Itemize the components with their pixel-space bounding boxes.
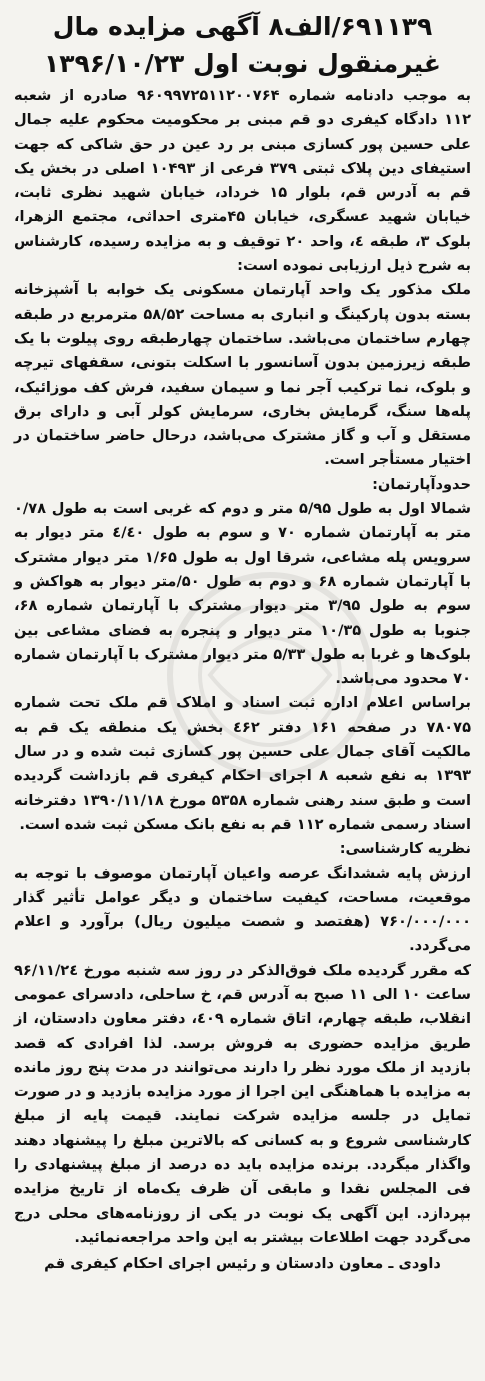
expert-opinion-paragraph: ارزش پایه ششدانگ عرصه واعیان آپارتمان موصوف با توجه به موقعیت، مساحت، کیفیت ساختمان و دیگر عوامل تأثیر گذار ۷۶۰/۰۰۰/۰۰۰ (هفتصد و شصت میلیون ریال) برآورد و اعلام می‌گردد. <box>14 864 471 955</box>
boundaries-paragraph: شمالا اول به طول ۵/۹۵ متر و دوم که غربی است به طول ۰/۷۸ متر به آپارتمان شماره ۷۰ و سوم به طول ٤/٤۰ متر دیوار به سرویس پله مشاعی، شرقا اول به طول ۱/۶۵ متر دیوار مشترک با آپارتمان شماره ۶۸ و دوم به طول ۵۰/متر دیوار به هواکش و سوم به طول ۳/۹۵ متر دیوار مشترک با آپارتمان شماره ۶۸، جنوبا به طول ۱۰/۳۵ متر دیوار و پنجره به فضای مشاعی بین بلوک‌ها و غربا به طول ۵/۳۳ متر دیوار مشترک با آپارتمان شماره ۷۰ محدود می‌باشد. <box>14 500 471 688</box>
notice-title-line-2: غیرمنقول نوبت اول ۱۳۹۶/۱۰/۲۳ <box>43 49 442 78</box>
boundaries-heading: حدودآپارتمان: <box>372 475 471 493</box>
property-description-paragraph: ملک مذکور یک واحد آپارتمان مسکونی یک خوابه با آشپزخانه بسته بدون پارکینگ و انباری به مساحت ۵۸/۵۲ مترمربع در طبقه چهارم ساختمان می‌باشد. ساختمان چهارطبقه روی پیلوت با یک طبقه زیرزمین بدون آسانسور با اسکلت بتونی، سقفهای تیرچه و بلوک، نما ترکیب آجر نما و سیمان سفید، فرش کف موزائیک، پله‌ها سنگ، گرمایش بخاری، سرمایش کولر آبی و دارای برق مستقل و آب و گاز مشترک می‌باشد، درحال حاضر ساختمان در اختیار مستأجر است. <box>14 281 472 469</box>
registry-paragraph: براساس اعلام اداره ثبت اسناد و املاک قم ملک تحت شماره ۷۸۰۷۵ در صفحه ۱۶۱ دفتر ٤۶۲ بخش یک منطقه یک قم به مالکیت آقای جمال علی حسین پور کسازی ثبت شده و در سال ۱۳۹۳ به نفع شعبه ۸ اجرای احکام کیفری قم بازداشت گردیده است و طبق سند رهنی شماره ۵۳۵۸ مورخ ۱۳۹۰/۱۱/۱۸ دفترخانه اسناد رسمی شماره ۱۱۲ قم به نفع بانک مسکن ثبت شده است. <box>14 694 471 833</box>
signature-line: داودی ـ معاون دادستان و رئیس اجرای احکام کیفری قم <box>44 1255 441 1273</box>
notice-title-line-1: ۶۹۱۱۳۹/الف۸ آگهی مزایده مال <box>52 12 433 41</box>
intro-paragraph: به موجب دادنامه شماره ۹۶۰۹۹۷۲۵۱۱۲۰۰۷۶۴ صادره از شعبه ۱۱۲ دادگاه کیفری دو قم مبنی بر محکومیت محکوم علیه جمال علی حسین پور کسازی مبنی بر رد عین در حق شاکی که جهت استیفای دین پلاک ثبتی ۳۷۹ فرعی از ۱۰۴۹۳ اصلی در بخش یک قم به آدرس قم، بلوار ۱۵ خرداد، خیابان شهید نظری ثابت، خیابان شهید عسگری، خیابان ۴۵متری احداثی، مجتمع الزهرا، بلوک ۳، طبقه ٤، واحد ۲۰ توقیف و به مزایده رسیده، کارشناس به شرح ذیل ارزیابی نموده است: <box>14 87 471 275</box>
auction-details-paragraph: که مقرر گردیده ملک فوق‌الذکر در روز سه شنبه مورخ ۹۶/۱۱/۲٤ ساعت ۱۰ الی ۱۱ صبح به آدرس قم، خ ساحلی، دادسرای عمومی انقلاب، طبقه چهارم، اتاق شماره ٤۰۹، دفتر معاون دادستان، از طریق مزایده حضوری به فروش برسد. لذا افرادی که قصد بازدید از ملک مورد نظر را دارند می‌توانند در مدت پنج روز مانده به مزایده با هماهنگی این اجرا از مورد مزایده بازدید و در صورت تمایل در جلسه مزایده شرکت نمایند. قیمت پایه از مبلغ کارشناسی شروع و به کسانی که بالاترین مبلغ را پیشنهاد دهند واگذار میگردد. برنده مزایده باید ده درصد از مبلغ پیشنهادی را فی المجلس نقدا و مابقی آن ظرف یک‌ماه از تاریخ مزایده بپردازد. این آگهی یک نوبت در یکی از روزنامه‌های محلی درج می‌گردد جهت اطلاعات بیشتر به این واحد مراجعه‌نمائید. <box>14 961 471 1246</box>
expert-opinion-heading: نظریه کارشناسی: <box>339 840 471 858</box>
